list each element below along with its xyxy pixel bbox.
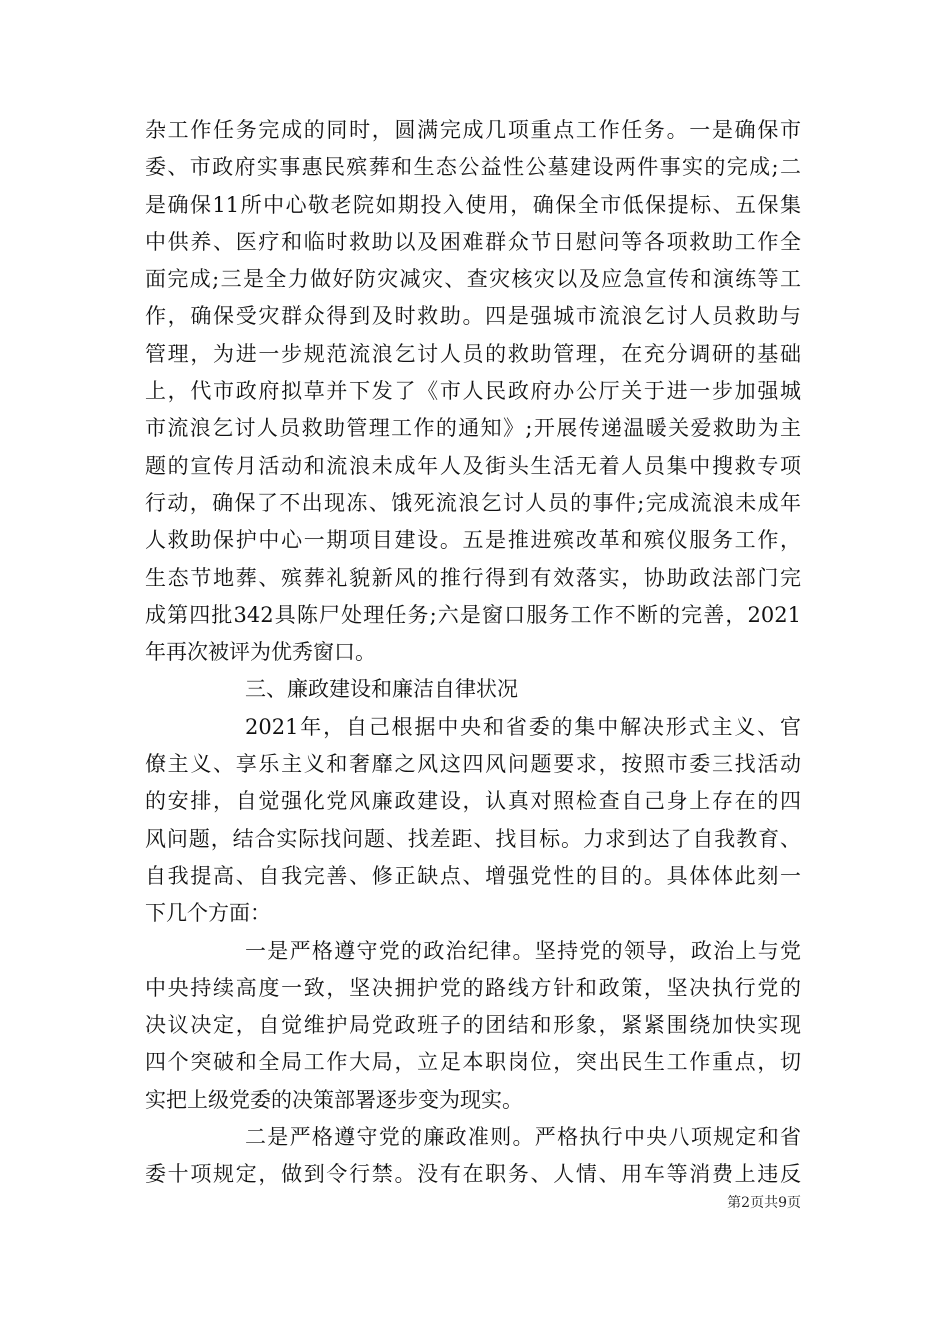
text-line: 的安排，自觉强化党风廉政建设，认真对照检查自己身上存在的四	[145, 789, 801, 814]
text-line: 二是严格遵守党的廉政准则。严格执行中央八项规定和省	[245, 1125, 801, 1150]
text-line: 委、市政府实事惠民殡葬和生态公益性公墓建设两件事实的完成;二	[145, 155, 801, 180]
text-line: 上，代市政府拟草并下发了《市人民政府办公厅关于进一步加强城	[145, 379, 801, 404]
text-line: 生态节地葬、殡葬礼貌新风的推行得到有效落实，协助政法部门完	[145, 565, 801, 590]
text-line: 风问题，结合实际找问题、找差距、找目标。力求到达了自我教育、	[145, 826, 801, 851]
text-line: 作，确保受灾群众得到及时救助。四是强城市流浪乞讨人员救助与	[145, 304, 801, 329]
text-line: 面完成;三是全力做好防灾减灾、查灾核灾以及应急宣传和演练等工	[145, 267, 801, 292]
section-heading: 三、廉政建设和廉洁自律状况	[245, 677, 518, 702]
text-line: 委十项规定，做到令行禁。没有在职务、人情、用车等消费上违反	[145, 1162, 801, 1187]
text-line: 行动，确保了不出现冻、饿死流浪乞讨人员的事件;完成流浪未成年	[145, 490, 801, 515]
text-line: 中供养、医疗和临时救助以及困难群众节日慰问等各项救助工作全	[145, 229, 801, 254]
text-line: 四个突破和全局工作大局，立足本职岗位，突出民生工作重点，切	[145, 1050, 801, 1075]
text-line: 2021年，自己根据中央和省委的集中解决形式主义、官	[245, 714, 801, 739]
text-line: 决议决定，自觉维护局党政班子的团结和形象，紧紧围绕加快实现	[145, 1013, 801, 1038]
text-line: 杂工作任务完成的同时，圆满完成几项重点工作任务。一是确保市	[145, 118, 801, 142]
text-line: 人救助保护中心一期项目建设。五是推进殡改革和殡仪服务工作，	[145, 528, 801, 553]
text-line: 成第四批342具陈尸处理任务;六是窗口服务工作不断的完善，2021	[145, 602, 801, 627]
document-body	[145, 112, 801, 1194]
text-line: 中央持续高度一致，坚决拥护党的路线方针和政策，坚决执行党的	[145, 975, 801, 1000]
text-line: 是确保11所中心敬老院如期投入使用，确保全市低保提标、五保集	[145, 192, 801, 217]
text-line: 管理，为进一步规范流浪乞讨人员的救助管理，在充分调研的基础	[145, 341, 801, 366]
text-line: 下几个方面：	[145, 901, 271, 926]
page-number: 第2页共9页	[727, 1195, 801, 1211]
text-line: 题的宣传月活动和流浪未成年人及街头生活无着人员集中搜救专项	[145, 453, 801, 478]
text-line: 市流浪乞讨人员救助管理工作的通知》;开展传递温暖关爱救助为主	[145, 416, 801, 441]
text-line: 自我提高、自我完善、修正缺点、增强党性的目的。具体体此刻一	[145, 863, 801, 888]
text-line: 年再次被评为优秀窗口。	[145, 640, 376, 665]
text-line: 一是严格遵守党的政治纪律。坚持党的领导，政治上与党	[245, 938, 801, 963]
text-line: 实把上级党委的决策部署逐步变为现实。	[145, 1087, 523, 1112]
text-line: 僚主义、享乐主义和奢靡之风这四风问题要求，按照市委三找活动	[145, 752, 801, 777]
